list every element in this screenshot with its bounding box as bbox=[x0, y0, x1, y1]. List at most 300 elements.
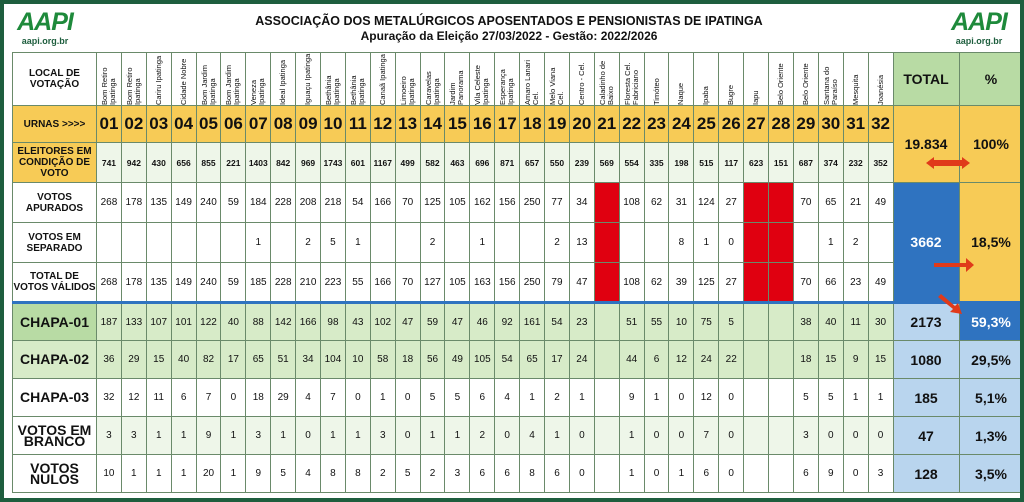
eleitores-value: 232 bbox=[843, 143, 868, 183]
votos-nulos-value: 9 bbox=[818, 455, 843, 493]
logo-right bbox=[944, 8, 1014, 52]
local-name: Iapu bbox=[751, 90, 761, 105]
chapa-03-value bbox=[744, 379, 769, 417]
votos-brancos-value: 1 bbox=[271, 417, 296, 455]
eleitores-value: 687 bbox=[793, 143, 818, 183]
chapa-02-value: 29 bbox=[121, 341, 146, 379]
votos-brancos-value: 0 bbox=[719, 417, 744, 455]
total-validos-label: TOTAL DE VOTOS VÁLIDOS bbox=[13, 263, 97, 303]
chapa-02-value: 40 bbox=[171, 341, 196, 379]
votos-nulos-value bbox=[769, 455, 794, 493]
votos-nulos-value: 8 bbox=[345, 455, 370, 493]
votos-apurados-value: 149 bbox=[171, 183, 196, 223]
chapa-02-value: 15 bbox=[868, 341, 893, 379]
local-name: Floresta Cel. Fabriciano bbox=[622, 62, 640, 105]
local-cell bbox=[470, 53, 495, 106]
votos-nulos-value: 6 bbox=[694, 455, 719, 493]
eleitores-value: 623 bbox=[744, 143, 769, 183]
local-cell bbox=[395, 53, 420, 106]
votos-apurados-value: 27 bbox=[719, 183, 744, 223]
urna-number: 29 bbox=[793, 106, 818, 143]
votos-separado-value: 8 bbox=[669, 223, 694, 263]
urna-number: 19 bbox=[545, 106, 570, 143]
votos-nulos-value: 1 bbox=[121, 455, 146, 493]
votos-apurados-value: 70 bbox=[395, 183, 420, 223]
chapa-01-value bbox=[769, 303, 794, 341]
local-name: Caravelas Ipatinga bbox=[423, 71, 441, 105]
votos-separado-value bbox=[495, 223, 520, 263]
urna-number: 28 bbox=[769, 106, 794, 143]
eleitores-value: 151 bbox=[769, 143, 794, 183]
votos-separado-value bbox=[769, 223, 794, 263]
total-validos-value: 125 bbox=[694, 263, 719, 303]
votos-separado-value: 13 bbox=[569, 223, 594, 263]
votos-brancos-value: 3 bbox=[97, 417, 122, 455]
chapa-03-value: 6 bbox=[470, 379, 495, 417]
total-validos-value: 108 bbox=[619, 263, 644, 303]
total-validos-value: 185 bbox=[246, 263, 271, 303]
urna-number: 09 bbox=[296, 106, 321, 143]
eleitores-value: 221 bbox=[221, 143, 246, 183]
chapa-02-value: 9 bbox=[843, 341, 868, 379]
total-validos-value: 228 bbox=[271, 263, 296, 303]
votos-brancos-value: 0 bbox=[669, 417, 694, 455]
votos-nulos-value: 20 bbox=[196, 455, 221, 493]
votos-separado-value: 0 bbox=[719, 223, 744, 263]
votos-apurados-value: 250 bbox=[520, 183, 545, 223]
local-cell bbox=[321, 53, 346, 106]
votos-separado-value bbox=[520, 223, 545, 263]
eleitores-value: 198 bbox=[669, 143, 694, 183]
eleitores-value: 855 bbox=[196, 143, 221, 183]
chapa-01-value: 30 bbox=[868, 303, 893, 341]
votos-apurados-value: 105 bbox=[445, 183, 470, 223]
chapa-02-value: 6 bbox=[644, 341, 669, 379]
total-validos-value: 79 bbox=[545, 263, 570, 303]
votos-nulos-value: 6 bbox=[545, 455, 570, 493]
urna-number: 24 bbox=[669, 106, 694, 143]
chapa-02-value: 10 bbox=[345, 341, 370, 379]
votos-separado-value: 5 bbox=[321, 223, 346, 263]
eleitores-value: 430 bbox=[146, 143, 171, 183]
total-validos-value: 70 bbox=[793, 263, 818, 303]
chapa-02-value: 17 bbox=[221, 341, 246, 379]
eleitores-total: 19.834 bbox=[893, 106, 959, 183]
local-cell bbox=[121, 53, 146, 106]
votos-separado-value bbox=[644, 223, 669, 263]
urna-number: 18 bbox=[520, 106, 545, 143]
votos-brancos-value: 0 bbox=[843, 417, 868, 455]
total-validos-value bbox=[769, 263, 794, 303]
urna-number: 17 bbox=[495, 106, 520, 143]
votos-nulos-value: 1 bbox=[619, 455, 644, 493]
votos-separado-value bbox=[146, 223, 171, 263]
votos-nulos-value: 0 bbox=[569, 455, 594, 493]
chapa-01-value: 98 bbox=[321, 303, 346, 341]
votos-separado-value bbox=[744, 223, 769, 263]
votos-nulos-value: 0 bbox=[644, 455, 669, 493]
chapa-01-value: 142 bbox=[271, 303, 296, 341]
eleitores-value: 239 bbox=[569, 143, 594, 183]
chapa-02-value: 54 bbox=[495, 341, 520, 379]
chapa-01-value: 102 bbox=[370, 303, 395, 341]
votos-apurados-value: 178 bbox=[121, 183, 146, 223]
votos-separado-row bbox=[13, 223, 1021, 263]
urna-number: 20 bbox=[569, 106, 594, 143]
votos-apurados-value: 184 bbox=[246, 183, 271, 223]
chapa-03-value: 0 bbox=[345, 379, 370, 417]
chapa-01-value: 5 bbox=[719, 303, 744, 341]
local-name: Santana do Paraíso bbox=[821, 66, 839, 105]
votos-separado-value: 2 bbox=[545, 223, 570, 263]
total-validos-value: 149 bbox=[171, 263, 196, 303]
votos-brancos-value bbox=[594, 417, 619, 455]
total-validos-value: 135 bbox=[146, 263, 171, 303]
votos-apurados-value: 166 bbox=[370, 183, 395, 223]
local-cell bbox=[694, 53, 719, 106]
urna-number: 08 bbox=[271, 106, 296, 143]
votos-separado-value bbox=[395, 223, 420, 263]
local-name: Joanésia bbox=[875, 74, 885, 105]
chapa-02-value: 22 bbox=[719, 341, 744, 379]
local-cell bbox=[97, 53, 122, 106]
votos-nulos-value: 5 bbox=[271, 455, 296, 493]
chapa-02-value: 51 bbox=[271, 341, 296, 379]
chapa-03-value: 9 bbox=[619, 379, 644, 417]
total-validos-value bbox=[744, 263, 769, 303]
votos-apurados-value: 156 bbox=[495, 183, 520, 223]
votos-apurados-value: 240 bbox=[196, 183, 221, 223]
chapa-02-value: 82 bbox=[196, 341, 221, 379]
local-cell bbox=[296, 53, 321, 106]
eleitores-value: 656 bbox=[171, 143, 196, 183]
votos-brancos-row bbox=[13, 417, 1021, 455]
chapa-01-value: 40 bbox=[818, 303, 843, 341]
chapa-01-value bbox=[594, 303, 619, 341]
local-cell bbox=[818, 53, 843, 106]
chapa-03-value: 6 bbox=[171, 379, 196, 417]
total-validos-value: 210 bbox=[296, 263, 321, 303]
votos-brancos-value: 0 bbox=[495, 417, 520, 455]
votos-nulos-value: 1 bbox=[221, 455, 246, 493]
chapa-03-value: 1 bbox=[569, 379, 594, 417]
votos-nulos-value: 1 bbox=[171, 455, 196, 493]
votos-apurados-value bbox=[594, 183, 619, 223]
local-name: Bethânia Ipatinga bbox=[348, 75, 366, 105]
votos-nulos-value: 4 bbox=[296, 455, 321, 493]
chapa-03-value: 4 bbox=[296, 379, 321, 417]
chapa-01-value: 107 bbox=[146, 303, 171, 341]
votos-brancos-value: 1 bbox=[445, 417, 470, 455]
votos-nulos-value: 9 bbox=[246, 455, 271, 493]
chapa-01-value: 47 bbox=[395, 303, 420, 341]
chapa-01-value: 59 bbox=[420, 303, 445, 341]
votos-brancos-value bbox=[744, 417, 769, 455]
chapa-03-value: 12 bbox=[121, 379, 146, 417]
aapi-logo-icon: AAPI bbox=[951, 8, 1007, 36]
local-cell bbox=[868, 53, 893, 106]
eleitores-value: 842 bbox=[271, 143, 296, 183]
total-validos-value: 55 bbox=[345, 263, 370, 303]
votos-apurados-value: 228 bbox=[271, 183, 296, 223]
eleitores-value: 569 bbox=[594, 143, 619, 183]
votos-nulos-value: 5 bbox=[395, 455, 420, 493]
votos-nulos-row bbox=[13, 455, 1021, 493]
eleitores-label: ELEITORES EM CONDIÇÃO DE VOTO bbox=[13, 143, 97, 183]
chapa-02-value: 36 bbox=[97, 341, 122, 379]
local-name: Cariru Ipatinga bbox=[153, 55, 163, 105]
chapa-03-value: 32 bbox=[97, 379, 122, 417]
total-validos-value: 250 bbox=[520, 263, 545, 303]
chapa-02-value: 17 bbox=[545, 341, 570, 379]
eleitores-value: 657 bbox=[520, 143, 545, 183]
votos-nulos-label: VOTOS NULOS bbox=[13, 455, 97, 493]
votos-apurados-value: 65 bbox=[818, 183, 843, 223]
local-cell bbox=[246, 53, 271, 106]
local-name: Bom Jardim Ipatinga bbox=[199, 64, 217, 105]
chapa-01-value: 187 bbox=[97, 303, 122, 341]
votos-brancos-value: 3 bbox=[246, 417, 271, 455]
total-header: TOTAL bbox=[893, 53, 959, 106]
chapa-03-value: 5 bbox=[445, 379, 470, 417]
chapa-01-value: 10 bbox=[669, 303, 694, 341]
urna-number: 27 bbox=[744, 106, 769, 143]
chapa-03-value: 0 bbox=[669, 379, 694, 417]
local-name: Ideal Ipatinga bbox=[278, 59, 288, 105]
chapa-02-value: 15 bbox=[818, 341, 843, 379]
header-row bbox=[13, 53, 1021, 106]
chapa-01-value: 11 bbox=[843, 303, 868, 341]
urna-number: 10 bbox=[321, 106, 346, 143]
chapa-01-percent: 59,3% bbox=[959, 303, 1020, 341]
eleitores-value: 1743 bbox=[321, 143, 346, 183]
local-cell bbox=[769, 53, 794, 106]
chapa-02-value: 18 bbox=[395, 341, 420, 379]
chapa-01-value: 161 bbox=[520, 303, 545, 341]
votos-separado-value bbox=[619, 223, 644, 263]
chapa-03-value: 5 bbox=[818, 379, 843, 417]
total-validos-value: 156 bbox=[495, 263, 520, 303]
chapa-02-value: 24 bbox=[694, 341, 719, 379]
total-validos-value: 66 bbox=[818, 263, 843, 303]
local-name: Vila Celeste Ipatinga bbox=[473, 65, 491, 105]
results-table bbox=[12, 52, 1020, 493]
chapa-02-total: 1080 bbox=[893, 341, 959, 379]
chapa-01-total: 2173 bbox=[893, 303, 959, 341]
total-validos-value: 23 bbox=[843, 263, 868, 303]
votos-brancos-value: 4 bbox=[520, 417, 545, 455]
urna-number: 23 bbox=[644, 106, 669, 143]
total-validos-value: 178 bbox=[121, 263, 146, 303]
local-cell bbox=[196, 53, 221, 106]
chapa-01-value: 46 bbox=[470, 303, 495, 341]
votos-percent: 18,5% bbox=[959, 183, 1020, 303]
votos-separado-value bbox=[370, 223, 395, 263]
votos-separado-value bbox=[196, 223, 221, 263]
total-validos-value: 27 bbox=[719, 263, 744, 303]
urna-number: 02 bbox=[121, 106, 146, 143]
votos-separado-value: 2 bbox=[420, 223, 445, 263]
chapa-03-value: 4 bbox=[495, 379, 520, 417]
chapa-01-value: 47 bbox=[445, 303, 470, 341]
chapa-01-value: 51 bbox=[619, 303, 644, 341]
local-cell bbox=[520, 53, 545, 106]
total-validos-value: 127 bbox=[420, 263, 445, 303]
total-validos-value bbox=[594, 263, 619, 303]
chapa-03-value: 7 bbox=[196, 379, 221, 417]
eleitores-value: 374 bbox=[818, 143, 843, 183]
votos-separado-value: 1 bbox=[470, 223, 495, 263]
votos-separado-value: 1 bbox=[345, 223, 370, 263]
local-name: Veneza Ipatinga bbox=[249, 78, 267, 105]
votos-brancos-value: 3 bbox=[370, 417, 395, 455]
votos-separado-value: 1 bbox=[246, 223, 271, 263]
chapa-03-value bbox=[594, 379, 619, 417]
urna-number: 26 bbox=[719, 106, 744, 143]
chapa-02-value: 44 bbox=[619, 341, 644, 379]
chapa-01-value: 88 bbox=[246, 303, 271, 341]
chapa-02-value: 56 bbox=[420, 341, 445, 379]
chapa-02-value: 65 bbox=[246, 341, 271, 379]
chapa-02-label: CHAPA-02 bbox=[13, 341, 97, 379]
local-name: Bugre bbox=[726, 84, 736, 105]
votos-apurados-value: 218 bbox=[321, 183, 346, 223]
local-cell bbox=[569, 53, 594, 106]
votos-brancos-value bbox=[769, 417, 794, 455]
local-cell bbox=[171, 53, 196, 106]
local-name: Timóteo bbox=[651, 78, 661, 105]
eleitores-value: 696 bbox=[470, 143, 495, 183]
chapa-03-value: 0 bbox=[719, 379, 744, 417]
votos-brancos-value: 9 bbox=[196, 417, 221, 455]
votos-nulos-value: 2 bbox=[420, 455, 445, 493]
votos-brancos-value: 1 bbox=[619, 417, 644, 455]
urna-number: 25 bbox=[694, 106, 719, 143]
votos-brancos-value: 1 bbox=[345, 417, 370, 455]
urna-number: 05 bbox=[196, 106, 221, 143]
local-name: Limoeiro Ipatinga bbox=[398, 76, 416, 105]
votos-brancos-value: 0 bbox=[296, 417, 321, 455]
chapa-03-value: 11 bbox=[146, 379, 171, 417]
logo-left bbox=[10, 8, 80, 52]
urnas-label: URNAS >>>> bbox=[13, 106, 97, 143]
chapa-02-value bbox=[769, 341, 794, 379]
urna-number: 32 bbox=[868, 106, 893, 143]
votos-apurados-value: 62 bbox=[644, 183, 669, 223]
chapa-03-label: CHAPA-03 bbox=[13, 379, 97, 417]
votos-apurados-value: 162 bbox=[470, 183, 495, 223]
votos-nulos-value: 8 bbox=[321, 455, 346, 493]
votos-brancos-value: 0 bbox=[818, 417, 843, 455]
chapa-01-value: 40 bbox=[221, 303, 246, 341]
chapa-02-value: 58 bbox=[370, 341, 395, 379]
votos-separado-value bbox=[594, 223, 619, 263]
chapa-03-value: 1 bbox=[843, 379, 868, 417]
eleitores-value: 550 bbox=[545, 143, 570, 183]
chapa-03-value: 7 bbox=[321, 379, 346, 417]
urnas-row bbox=[13, 106, 1021, 143]
votos-nulos-value: 2 bbox=[370, 455, 395, 493]
chapa-02-value: 105 bbox=[470, 341, 495, 379]
votos-separado-value: 2 bbox=[843, 223, 868, 263]
eleitores-value: 463 bbox=[445, 143, 470, 183]
logo-url: aapi.org.br bbox=[21, 36, 69, 46]
chapa-03-value: 0 bbox=[221, 379, 246, 417]
votos-apurados-value bbox=[769, 183, 794, 223]
eleitores-value: 515 bbox=[694, 143, 719, 183]
chapa-03-value: 1 bbox=[868, 379, 893, 417]
chapa-01-value: 166 bbox=[296, 303, 321, 341]
total-validos-value: 268 bbox=[97, 263, 122, 303]
local-name: Bom Retiro Ipatinga bbox=[99, 67, 117, 105]
eleitores-value: 969 bbox=[296, 143, 321, 183]
urna-number: 06 bbox=[221, 106, 246, 143]
eleitores-value: 335 bbox=[644, 143, 669, 183]
chapa-02-percent: 29,5% bbox=[959, 341, 1020, 379]
urna-number: 13 bbox=[395, 106, 420, 143]
votos-brancos-value: 0 bbox=[569, 417, 594, 455]
total-validos-row bbox=[13, 263, 1021, 303]
chapa-03-value: 2 bbox=[545, 379, 570, 417]
local-name: Bom Retiro Ipatinga bbox=[124, 67, 142, 105]
eleitores-value: 871 bbox=[495, 143, 520, 183]
total-validos-value: 105 bbox=[445, 263, 470, 303]
chapa-02-value: 12 bbox=[669, 341, 694, 379]
logo-url: aapi.org.br bbox=[955, 36, 1003, 46]
total-validos-value: 166 bbox=[370, 263, 395, 303]
votos-brancos-value: 1 bbox=[420, 417, 445, 455]
results-sheet bbox=[4, 4, 1020, 498]
local-cell bbox=[445, 53, 470, 106]
chapa-02-value: 65 bbox=[520, 341, 545, 379]
total-validos-value: 223 bbox=[321, 263, 346, 303]
votos-apurados-value: 268 bbox=[97, 183, 122, 223]
local-name: Naque bbox=[676, 82, 686, 105]
votos-separado-value bbox=[221, 223, 246, 263]
local-cell bbox=[744, 53, 769, 106]
votos-brancos-value: 1 bbox=[171, 417, 196, 455]
votos-brancos-value: 3 bbox=[121, 417, 146, 455]
urna-number: 12 bbox=[370, 106, 395, 143]
local-name: Bom Jardim Ipatinga bbox=[224, 64, 242, 105]
chapa-03-total: 185 bbox=[893, 379, 959, 417]
votos-nulos-value: 8 bbox=[520, 455, 545, 493]
chapa-01-value: 75 bbox=[694, 303, 719, 341]
chapa-03-value bbox=[769, 379, 794, 417]
local-name: Ipaba bbox=[701, 86, 711, 105]
votos-brancos-value: 1 bbox=[321, 417, 346, 455]
votos-nulos-value bbox=[594, 455, 619, 493]
votos-separado-value bbox=[97, 223, 122, 263]
votos-apurados-value: 208 bbox=[296, 183, 321, 223]
votos-separado-value bbox=[445, 223, 470, 263]
votos-separado-value: 1 bbox=[818, 223, 843, 263]
chapa-03-value: 1 bbox=[644, 379, 669, 417]
local-name: Belo Oriente bbox=[800, 63, 810, 105]
chapa-03-row bbox=[13, 379, 1021, 417]
votos-separado-label: VOTOS EM SEPARADO bbox=[13, 223, 97, 263]
chapa-03-value: 1 bbox=[370, 379, 395, 417]
local-cell bbox=[619, 53, 644, 106]
total-validos-value: 47 bbox=[569, 263, 594, 303]
chapa-02-value: 104 bbox=[321, 341, 346, 379]
votos-nulos-value: 6 bbox=[793, 455, 818, 493]
urna-number: 01 bbox=[97, 106, 122, 143]
title-line-1: ASSOCIAÇÃO DOS METALÚRGICOS APOSENTADOS E PENSIONISTAS DE IPATINGA bbox=[255, 14, 763, 28]
urna-number: 11 bbox=[345, 106, 370, 143]
chapa-03-value: 12 bbox=[694, 379, 719, 417]
chapa-01-value bbox=[744, 303, 769, 341]
